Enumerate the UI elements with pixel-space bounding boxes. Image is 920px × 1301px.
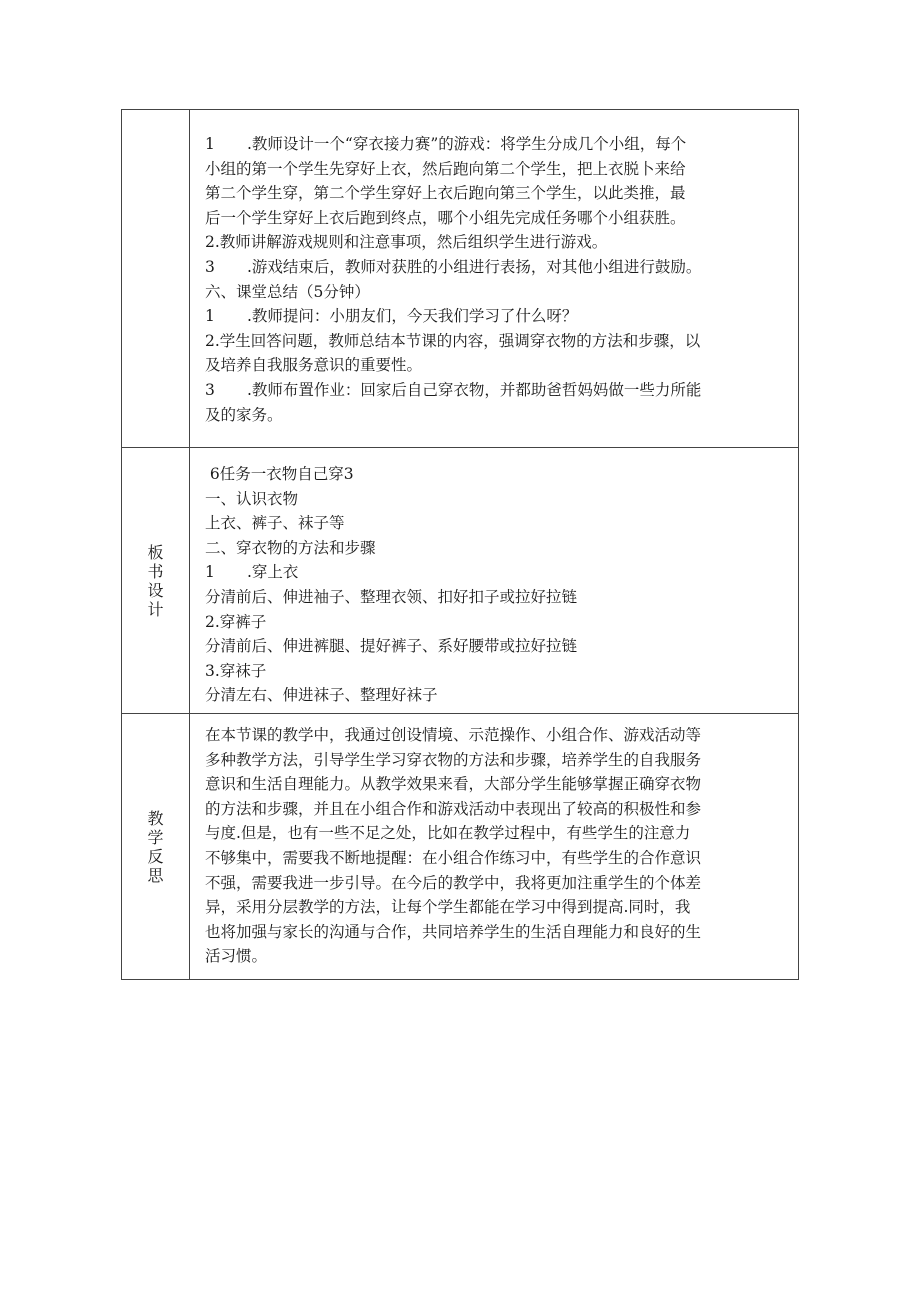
activity-line — [205, 329, 790, 354]
reflection-line: 异，采用分层教学的方法，让每个学生都能在学习中得到提高.同时，我 — [205, 898, 691, 917]
board-line — [205, 536, 790, 561]
line-number: 3 — [205, 380, 215, 399]
line-text: 上衣、裤子、袜子等 — [205, 514, 345, 533]
reflection-line: 的方法和步骤，并且在小组合作和游戏活动中表现出了较高的积极性和参 — [205, 799, 702, 818]
board-line — [205, 610, 790, 635]
line-text: 2.学生回答问题，教师总结本节课的内容，强调穿衣物的方法和步骤，以 — [205, 331, 701, 350]
reflection-label: 教学反思 — [147, 808, 164, 885]
board-design-content — [190, 448, 798, 713]
lesson-plan-table — [121, 109, 799, 980]
line-text: 及的家务。 — [205, 405, 283, 424]
line-text: 一、认识衣物 — [205, 489, 299, 508]
reflection-line: 活习惯。 — [205, 947, 268, 966]
activity-line — [205, 157, 790, 182]
board-design-label: 板书设计 — [147, 542, 164, 619]
line-text: .教师提问：小朋友们，今天我们学习了什么呀？ — [247, 307, 578, 326]
line-text: 小组的第一个学生先穿好上衣，然后跑向第二个学生，把上衣脱卜来给 — [205, 159, 686, 178]
activity-line — [205, 403, 790, 428]
line-text: .游戏结束后，教师对获胜的小组进行表扬，对其他小组进行鼓励。 — [247, 257, 702, 276]
line-text: .教师设计一个“穿衣接力赛”的游戏：将学生分成几个小组，每个 — [247, 135, 687, 153]
reflection-line: 在本节课的教学中，我通过创设情境、示范操作、小组合作、游戏活动等 — [205, 726, 702, 744]
line-number: 1 — [205, 307, 215, 326]
board-line — [205, 634, 790, 659]
line-number: 1 — [205, 563, 215, 582]
section-heading — [205, 280, 790, 305]
activity-line — [205, 353, 790, 378]
board-title — [205, 462, 790, 487]
board-design-row — [122, 447, 798, 713]
activity-line — [205, 206, 790, 231]
reflection-label-cell — [122, 714, 190, 979]
line-text: .教师布置作业：回家后自己穿衣物，并都助爸哲妈妈做一些力所能 — [247, 380, 702, 399]
activity-line — [205, 132, 790, 157]
activity-line — [205, 378, 790, 403]
board-line — [205, 511, 790, 536]
reflection-line: 多种教学方法，引导学生学习穿衣物的方法和步骤，培养学生的自我服务 — [205, 750, 702, 769]
reflection-line: 与度.但是，也有一些不足之处，比如在教学过程中，有些学生的注意力 — [205, 824, 691, 843]
reflection-line: 也将加强与家长的沟通与合作，共同培养学生的生活自理能力和良好的生 — [205, 922, 702, 941]
line-text: 后一个学生穿好上衣后跑到终点，哪个小组先完成任务哪个小组获胜。 — [205, 208, 686, 227]
reflection-line: 不够集中，需要我不断地提醒：在小组合作练习中，有些学生的合作意识 — [205, 848, 702, 867]
reflection-line: 不强，需要我进一步引导。在今后的教学中，我将更加注重学生的个体差 — [205, 873, 702, 892]
line-number: 3 — [205, 257, 215, 276]
activity-line — [205, 181, 790, 206]
line-text: 六、课堂总结（5分钟） — [205, 282, 370, 301]
line-text: 第二个学生穿，第二个学生穿好上衣后跑向第三个学生，以此类推，最 — [205, 184, 686, 203]
line-text: 二、穿衣物的方法和步骤 — [205, 538, 376, 557]
line-text: 分清左右、伸进袜子、整理好袜子 — [205, 686, 438, 705]
activity-line — [205, 230, 790, 255]
activity-content — [190, 110, 798, 447]
line-text: 6任务一衣物自己穿3 — [205, 465, 354, 483]
reflection-row — [122, 713, 798, 979]
line-text: 3.穿袜子 — [205, 661, 267, 680]
board-line — [205, 585, 790, 610]
reflection-line: 意识和生活自理能力。从教学效果来看，大部分学生能够掌握正确穿衣物 — [205, 775, 702, 794]
reflection-content — [190, 714, 798, 979]
activity-line — [205, 255, 790, 280]
board-line — [205, 487, 790, 512]
line-text: 分清前后、伸进裤腿、提好裤子、系好腰带或拉好拉链 — [205, 637, 578, 656]
board-line — [205, 659, 790, 684]
board-line — [205, 683, 790, 708]
line-text: 2.穿裤子 — [205, 612, 267, 631]
line-text: 及培养自我服务意识的重要性。 — [205, 356, 423, 375]
line-number: 1 — [205, 135, 215, 153]
activity-label-cell — [122, 110, 190, 447]
line-text: 分清前后、伸进袖子、整理衣领、扣好扣子或拉好拉链 — [205, 587, 578, 606]
activity-row — [122, 110, 798, 447]
board-line — [205, 560, 790, 585]
activity-line — [205, 304, 790, 329]
line-text: 2.教师讲解游戏规则和注意事项，然后组织学生进行游戏。 — [205, 233, 608, 252]
line-text: .穿上衣 — [247, 563, 299, 582]
board-design-label-cell — [122, 448, 190, 713]
